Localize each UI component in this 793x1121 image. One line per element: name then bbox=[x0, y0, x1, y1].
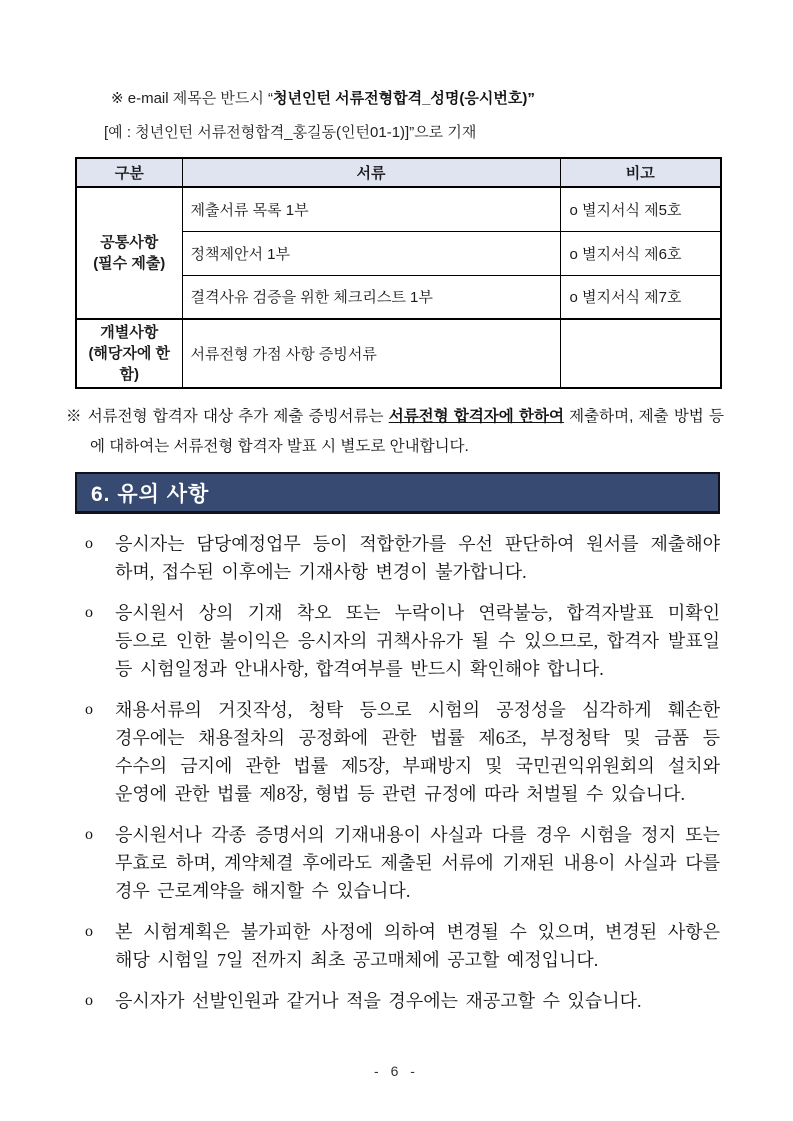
bullet-marker: o bbox=[85, 992, 93, 1009]
notice-text: 응시원서나 각종 증명서의 기재내용이 사실과 다를 경우 시험을 정지 또는 무효로 하며, 계약체결 후에라도 제출된 서류에 기재된 내용이 사실과 다를 경우 근로계약을 해지할 수 있습니다. bbox=[115, 825, 720, 901]
table-row bbox=[76, 319, 721, 388]
submission-note-suffix: 제출하며, 제출 방법 등에 대하여는 서류전형 합격자 발표 시 별도로 안내합니다. bbox=[90, 408, 724, 455]
table-row bbox=[76, 187, 721, 231]
table-header-row bbox=[76, 158, 721, 187]
bullet-marker: o bbox=[85, 701, 93, 718]
notice-item bbox=[75, 987, 720, 1015]
email-subject-line1-prefix: ※ e-mail 제목은 반드시 “ bbox=[111, 90, 274, 107]
notice-text: 응시원서 상의 기재 착오 또는 누락이나 연락불능, 합격자발표 미확인 등으로 인한 불이익은 응시자의 귀책사유가 될 수 있으므로, 합격자 발표일 등 시험일정과 안내사항, 합격여부를 반드시 확인해야 합니다. bbox=[115, 603, 720, 679]
email-subject-note bbox=[75, 88, 720, 144]
notice-text: 응시자가 선발인원과 같거나 적을 경우에는 재공고할 수 있습니다. bbox=[115, 991, 642, 1011]
submission-note-prefix: ※ 서류전형 합격자 대상 추가 제출 증빙서류는 bbox=[66, 408, 389, 425]
column-header-documents: 서류 bbox=[182, 158, 560, 187]
submission-note bbox=[66, 402, 724, 462]
notice-item bbox=[75, 918, 720, 974]
required-documents-table bbox=[75, 157, 722, 389]
remark-cell bbox=[560, 319, 721, 388]
email-subject-line2: [예 : 청년인턴 서류전형합격_홍길동(인턴01-1)]”으로 기재 bbox=[104, 124, 477, 141]
column-header-remarks: 비고 bbox=[560, 158, 721, 187]
doc-cell: 제출서류 목록 1부 bbox=[182, 187, 560, 231]
email-subject-line1-bold: 청년인턴 서류전형합격_성명(응시번호)” bbox=[273, 90, 535, 107]
notice-item bbox=[75, 530, 720, 586]
section-header-bar bbox=[75, 472, 720, 514]
group-cell-common bbox=[76, 187, 182, 319]
remark-cell: o 별지서식 제6호 bbox=[560, 231, 721, 275]
bullet-marker: o bbox=[85, 923, 93, 940]
remark-cell: o 별지서식 제7호 bbox=[560, 275, 721, 319]
notice-list bbox=[75, 530, 720, 1015]
group-label-line1: 공통사항 bbox=[100, 234, 159, 251]
notice-text: 본 시험계획은 불가피한 사정에 의하여 변경될 수 있으며, 변경된 사항은 해당 시험일 7일 전까지 최초 공고매체에 공고할 예정입니다. bbox=[115, 922, 720, 970]
notice-item bbox=[75, 821, 720, 905]
group-label-line2: (해당자에 한함) bbox=[88, 345, 171, 383]
column-header-category: 구분 bbox=[76, 158, 182, 187]
bullet-marker: o bbox=[85, 826, 93, 843]
submission-note-emphasis: 서류전형 합격자에 한하여 bbox=[388, 408, 564, 425]
doc-cell: 서류전형 가점 사항 증빙서류 bbox=[182, 319, 560, 388]
doc-cell: 정책제안서 1부 bbox=[182, 231, 560, 275]
bullet-marker: o bbox=[85, 604, 93, 621]
notice-text: 채용서류의 거짓작성, 청탁 등으로 시험의 공정성을 심각하게 훼손한 경우에는 채용절차의 공정화에 관한 법률 제6조, 부정청탁 및 금품 등 수수의 금지에 관한 법률 제5장, 부패방지 및 국민권익위원회의 설치와 운영에 관한 법률 제8장, 형법 등 관련 규정에 따라 처벌될 수 있습니다. bbox=[115, 700, 720, 804]
email-subject-line1 bbox=[111, 88, 720, 110]
section-title: 6. 유의 사항 bbox=[91, 482, 210, 506]
remark-cell: o 별지서식 제5호 bbox=[560, 187, 721, 231]
group-label-line2: (필수 제출) bbox=[93, 255, 166, 272]
document-page bbox=[66, 88, 724, 1028]
group-cell-individual bbox=[76, 319, 182, 388]
notice-text: 응시자는 담당예정업무 등이 적합한가를 우선 판단하여 원서를 제출해야 하며, 접수된 이후에는 기재사항 변경이 불가합니다. bbox=[115, 534, 720, 582]
notice-item bbox=[75, 696, 720, 808]
page-number: - 6 - bbox=[374, 1063, 419, 1079]
bullet-marker: o bbox=[85, 535, 93, 552]
notice-item bbox=[75, 599, 720, 683]
doc-cell: 결격사유 검증을 위한 체크리스트 1부 bbox=[182, 275, 560, 319]
group-label-line1: 개별사항 bbox=[100, 324, 159, 341]
